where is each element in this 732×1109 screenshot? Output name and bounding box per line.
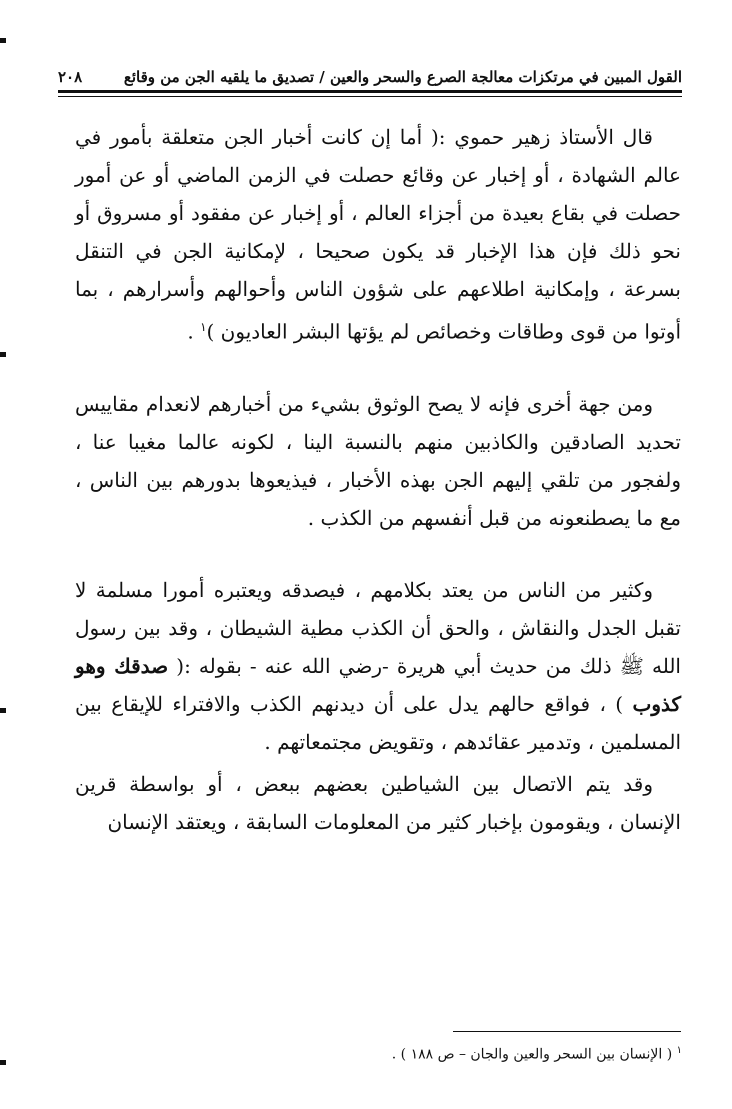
paragraph-reliability: ومن جهة أخرى فإنه لا يصح الوثوق بشيء من أخبارهم لانعدام مقاييس تحديد الصادقين والكاذبين منهم بالنسبة الينا ، لكونه عالما مغيبا عنا ، ولفجور من تلقي إليهم الجن بهذه الأخبار ، فيذيعوها بدورهم بين الناس ، مع ما يصطنعونه من قبل أنفسهم من الكذب . [75,391,681,530]
margin-mark [0,352,6,357]
paragraph-hadith [75,571,681,761]
paragraph-hadith-before: وكثير من الناس من يعتد بكلامهم ، فيصدقه ويعتبره أمورا مسلمة لا تقبل الجدل والنقاش ، والحق أن الكذب مطية الشيطان ، وقد بين رسول الله ﷺ ذلك من حديث أبي هريرة -رضي الله عنه - بقوله :( [75,577,681,678]
header-rule-thick [58,90,682,93]
footnote-text: ( الإنسان بين السحر والعين والجان – ص ١٨٨ ) . [391,1046,673,1063]
hadith-quote: صدقك وهو كذوب [75,653,682,716]
margin-mark [0,38,6,43]
footnote [300,1040,682,1066]
footnote-marker: ١ [676,1045,682,1056]
footnote-rule [453,1031,681,1032]
paragraph-quote-end: . [187,319,201,344]
page-number: ٢٠٨ [58,68,83,86]
paragraph-contact: وقد يتم الاتصال بين الشياطين بعضهم ببعض ، أو بواسطة قرين الإنسان ، ويقومون بإخبار كثير من المعلومات السابقة ، ويعتقد الإنسان [75,771,681,834]
running-title: القول المبين في مرتكزات معالجة الصرع والسحر والعين / تصديق ما يلقيه الجن من وقائع [123,68,682,86]
header-rule-thin [58,96,682,97]
paragraph-quote [75,118,681,351]
margin-mark [0,1060,6,1065]
margin-mark [0,708,6,713]
page-header [58,56,682,86]
paragraph-hadith-after: ) ، فواقع حالهم يدل على أن ديدنهم الكذب والافتراء للإيقاع بين المسلمين ، وتدمير عقائدهم ، وتقويض مجتمعاتهم . [75,691,681,754]
paragraph-quote-text: قال الأستاذ زهير حموي :( أما إن كانت أخبار الجن متعلقة بأمور في عالم الشهادة ، أو إخبار عن وقائع حصلت في الزمن الماضي أو عن أمور حصلت في بقاع بعيدة من أجزاء العالم ، أو إخبار عن مفقود أو مسروق أو نحو ذلك فإن هذا الإخبار قد يكون صحيحا ، لإمكانية الجن في التنقل بسرعة ، وإمكانية اطلاعهم على شؤون الناس وأحوالهم وأسرارهم ، بما أوتوا من قوى وطاقات وخصائص لم يؤتها البشر العاديون ) [75,125,681,344]
footnote-reference: ١ [200,320,207,334]
body-text [75,118,681,841]
